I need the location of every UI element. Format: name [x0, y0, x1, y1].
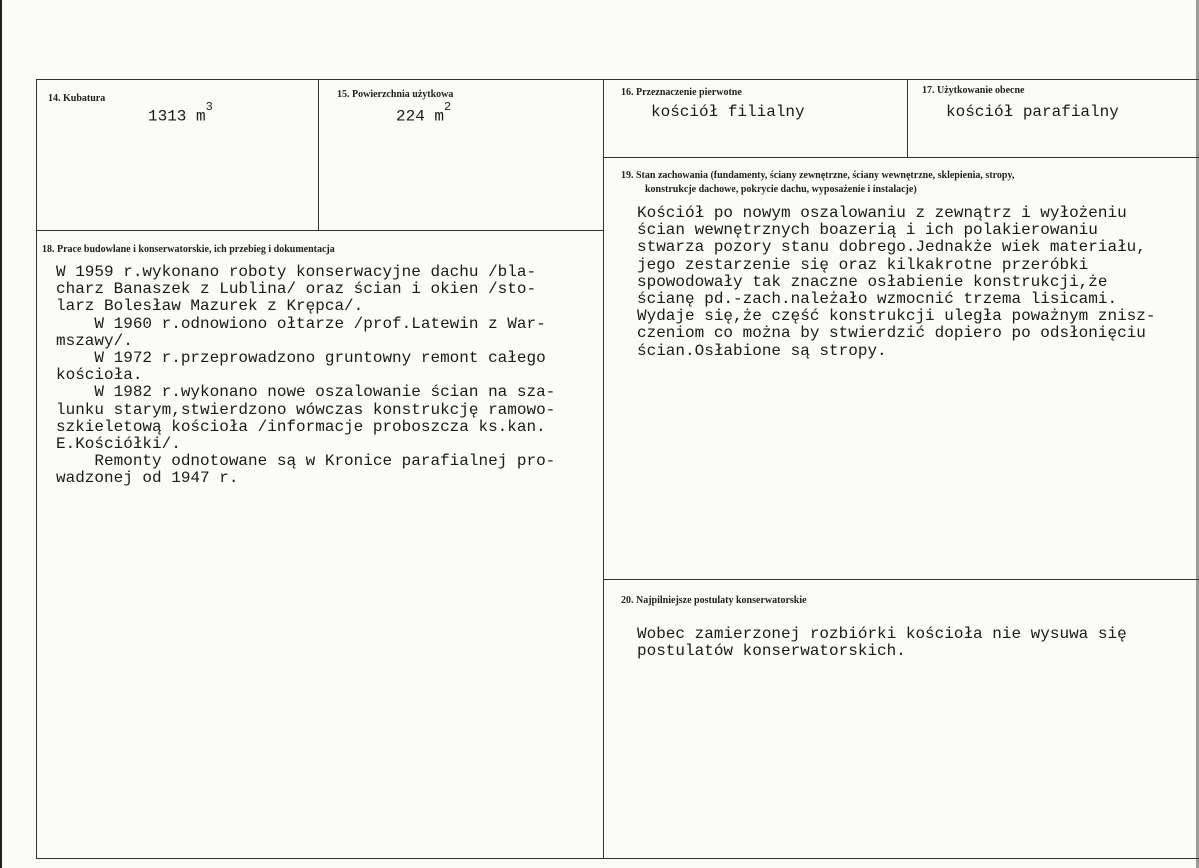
field-18-line: lunku starym,stwierdzono wówczas konstrukcję ramowo- [56, 400, 556, 419]
field-18-line: szkieletową kościoła /informacje proboszcza ks.kan. [56, 417, 546, 436]
field-17-label: 17. Użytkowanie obecne [922, 85, 1025, 96]
field-18-line: W 1982 r.wykonano nowe oszalowanie ścian na sza- [56, 383, 556, 402]
field-18-label: 18. Prace budowlane i konserwatorskie, ich przebieg i dokumentacja [42, 244, 335, 255]
field-20-label: 20. Najpilniejsze postulaty konserwatorskie [621, 595, 807, 606]
field-14-unit-exponent: 3 [205, 100, 213, 114]
field-18-line: E.Kościółki/. [56, 435, 181, 454]
field-18-line: wadzonej od 1947 r. [56, 469, 239, 488]
field-19-line: czeniom co można by stwierdzić dopiero po odsłonięciu [637, 324, 1146, 343]
field-15-value [396, 100, 452, 126]
field-19-line: stwarza pozory stanu dobrego.Jednakże wiek materiału, [637, 238, 1146, 257]
field-18-line: charz Banaszek z Lublina/ oraz ścian i okien /sto- [56, 280, 537, 299]
field-14-value [148, 100, 213, 126]
field-20-line: Wobec zamierzonej rozbiórki kościoła nie wysuwa się [637, 625, 1127, 643]
field-19-line: Kościół po nowym oszalowaniu z zewnątrz i wyłożeniu [637, 204, 1127, 222]
field-15-label: 15. Powierzchnia użytkowa [337, 89, 454, 100]
grid-line-col1 [318, 79, 319, 231]
field-18-line: mszawy/. [56, 331, 133, 350]
field-19-line: Wydaje się,że część konstrukcji uległa poważnym znisz- [637, 307, 1156, 326]
field-15-unit-exponent: 2 [444, 100, 452, 114]
field-15-number: 224 m [396, 107, 445, 126]
grid-left-line [36, 79, 37, 859]
grid-line-col3 [907, 79, 908, 158]
field-19-line: spowodowały tak znaczne osłabienie konstrukcji,że [637, 272, 1108, 291]
grid-line-row1-left [36, 230, 604, 231]
field-19-label-line1: 19. Stan zachowania (fundamenty, ściany zewnętrzne, ściany wewnętrzne, sklepienia, stropy, [621, 170, 1015, 181]
field-18-line: W 1972 r.przeprowadzono gruntowny remont całego [56, 349, 546, 368]
card-left-edge [0, 0, 2, 868]
field-19-line: jego zestarzenie się oraz kilkakrotne przeróbki [637, 255, 1089, 274]
field-18-line: W 1959 r.wykonano roboty konserwacyjne dachu /bla- [56, 263, 537, 281]
grid-line-row2 [604, 579, 1199, 580]
grid-line-col2 [603, 79, 604, 859]
field-18-text [56, 264, 555, 488]
field-18-line: larz Bolesław Mazurek z Krępca/. [56, 297, 364, 316]
grid-line-row1 [604, 157, 1199, 158]
field-19-line: ścianę pd.-zach.należało wzmocnić trzema lisicami. [637, 290, 1118, 309]
field-14-number: 1313 m [148, 107, 206, 126]
field-18-line: Remonty odnotowane są w Kronice parafialnej pro- [56, 452, 556, 471]
grid-top-line [36, 79, 1199, 80]
field-16-value: kościół filialny [651, 103, 805, 121]
field-19-text [637, 205, 1155, 360]
field-18-line: W 1960 r.odnowiono ołtarze /prof.Latewin z War- [56, 314, 546, 333]
field-14-label: 14. Kubatura [48, 93, 106, 104]
field-20-text [637, 626, 1127, 660]
field-17-value: kościół parafialny [946, 103, 1119, 121]
field-19-label-line2: konstrukcje dachowe, pokrycie dachu, wyposażenie i instalacje) [645, 184, 917, 195]
field-20-line: postulatów konserwatorskich. [637, 642, 906, 661]
field-19-line: ścian wewnętrznych boazerią i ich polakierowaniu [637, 221, 1098, 240]
grid-bottom-line [36, 858, 1199, 859]
field-19-line: ścian.Osłabione są stropy. [637, 341, 887, 360]
field-16-label: 16. Przeznaczenie pierwotne [621, 87, 742, 98]
field-18-line: kościoła. [56, 366, 143, 385]
